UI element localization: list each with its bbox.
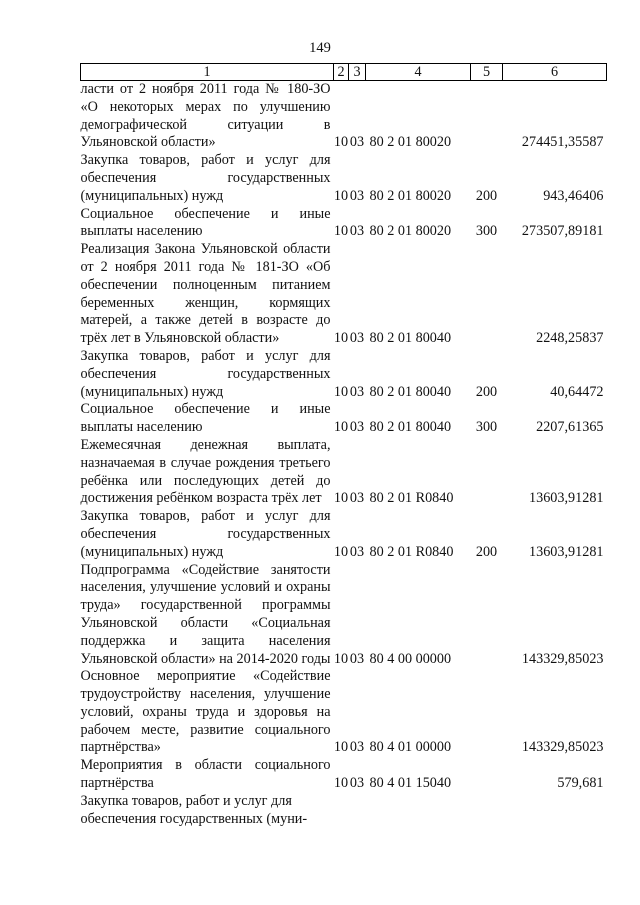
- row-subsection: 03: [349, 134, 365, 151]
- table-row: [81, 348, 607, 401]
- header-col-3: 3: [349, 64, 366, 81]
- row-expense-type: [471, 793, 503, 829]
- row-expense-type: [471, 241, 503, 348]
- table-row: [81, 241, 607, 348]
- header-col-2: 2: [334, 64, 349, 81]
- row-name: Закупка товаров, работ и услуг для обеспечения государственных (муни-: [80, 792, 308, 827]
- row-target-code: 80 2 01 80020: [369, 223, 452, 240]
- row-subsection: 03: [349, 739, 365, 756]
- row-target-code: 80 2 01 80020: [369, 134, 452, 151]
- table-row: [81, 401, 607, 437]
- row-expense-type: 200: [475, 187, 498, 204]
- row-name: Социальное обеспечение и иные выплаты населению: [80, 205, 331, 240]
- row-name: Основное мероприятие «Содействие трудоустройству населения, улучшение условий, охраны труда и здоровья на рабочем месте, развитие социального партнёрства»: [80, 668, 331, 756]
- row-target-code: 80 4 00 00000: [369, 650, 452, 667]
- row-amount: 143329,85023: [521, 650, 604, 667]
- row-target-code: 80 2 01 80020: [369, 187, 452, 204]
- row-name: Подпрограмма «Содействие занятости населения, улучшение условий и охраны труда» государственной программы Ульяновской области «Социальная поддержка и защита населения Ульяновской области» на 2014-2020 годы: [80, 561, 331, 667]
- row-subsection: 03: [349, 419, 365, 436]
- row-subsection: 03: [349, 223, 365, 240]
- row-section: 10: [333, 383, 349, 400]
- row-target-code: 80 2 01 R0840: [369, 490, 454, 507]
- table-row: [81, 152, 607, 205]
- table-row: [81, 668, 607, 757]
- row-target-code: 80 4 01 00000: [369, 739, 452, 756]
- row-amount: 2207,61365: [536, 419, 604, 436]
- row-name: ласти от 2 ноября 2011 года № 180-ЗО «О некоторых мерах по улучшению демографической ситуации в Ульяновской области»: [80, 81, 331, 151]
- row-section: 10: [333, 419, 349, 436]
- row-section: 10: [333, 490, 349, 507]
- table-row: [81, 206, 607, 242]
- row-amount: 2248,25837: [536, 330, 604, 347]
- row-name: Закупка товаров, работ и услуг для обеспечения государственных (муниципальных) нужд: [80, 152, 331, 204]
- page-number: 149: [309, 40, 331, 56]
- row-section: 10: [333, 739, 349, 756]
- row-section: [334, 793, 349, 829]
- row-target-code: 80 2 01 80040: [369, 383, 452, 400]
- row-amount: 943,46406: [543, 187, 604, 204]
- column-number-header: [81, 64, 607, 81]
- row-target-code: 80 2 01 80040: [369, 330, 452, 347]
- row-name: Закупка товаров, работ и услуг для обеспечения государственных (муниципальных) нужд: [80, 508, 331, 560]
- row-amount: 579,681: [557, 775, 604, 792]
- table-row: [81, 81, 607, 153]
- row-expense-type: 300: [475, 223, 498, 240]
- row-subsection: 03: [349, 775, 365, 792]
- row-expense-type: [471, 437, 503, 508]
- row-amount: 13603,91281: [529, 543, 604, 560]
- row-expense-type: [471, 81, 503, 153]
- table-row: [81, 508, 607, 561]
- row-section: 10: [333, 650, 349, 667]
- row-target-code: 80 2 01 80040: [369, 419, 452, 436]
- row-target-code: 80 4 01 15040: [369, 775, 452, 792]
- row-subsection: 03: [349, 330, 365, 347]
- row-subsection: [349, 793, 366, 829]
- header-col-1: 1: [81, 64, 334, 81]
- row-expense-type: [471, 668, 503, 757]
- row-expense-type: [471, 562, 503, 669]
- row-name: Социальное обеспечение и иные выплаты населению: [80, 401, 331, 436]
- table-row: [81, 757, 607, 793]
- row-amount: 40,64472: [550, 383, 604, 400]
- table-row: [81, 793, 607, 829]
- table-row: [81, 562, 607, 669]
- row-amount: 273507,89181: [521, 223, 604, 240]
- row-name: Реализация Закона Ульяновской области от 2 ноября 2011 года № 181-ЗО «Об обеспечении полноценным питанием беременных женщин, кормящих матерей, а также детей в возрасте до трёх лет в Ульяновской области»: [80, 241, 331, 347]
- row-section: 10: [333, 330, 349, 347]
- row-amount: 13603,91281: [529, 490, 604, 507]
- row-expense-type: 300: [475, 419, 498, 436]
- budget-table: [80, 63, 607, 828]
- header-col-6: 6: [503, 64, 607, 81]
- row-target-code: 80 2 01 R0840: [369, 543, 454, 560]
- row-subsection: 03: [349, 187, 365, 204]
- row-name: Мероприятия в области социального партнёрства: [80, 757, 331, 792]
- header-col-4: 4: [366, 64, 471, 81]
- row-target-code: [366, 793, 471, 829]
- row-name: Ежемесячная денежная выплата, назначаемая в случае рождения третьего ребёнка или последующих детей до достижения ребёнком возраста трёх лет: [80, 436, 331, 507]
- row-subsection: 03: [349, 383, 365, 400]
- header-col-5: 5: [471, 64, 503, 81]
- table-row: [81, 437, 607, 508]
- row-section: 10: [333, 775, 349, 792]
- row-amount: [503, 793, 607, 829]
- row-name: Закупка товаров, работ и услуг для обеспечения государственных (муниципальных) нужд: [80, 347, 331, 400]
- row-section: 10: [333, 223, 349, 240]
- row-section: 10: [333, 187, 349, 204]
- row-amount: 274451,35587: [521, 134, 604, 151]
- row-expense-type: 200: [475, 543, 498, 560]
- row-subsection: 03: [349, 650, 365, 667]
- row-section: 10: [333, 134, 349, 151]
- row-subsection: 03: [349, 543, 365, 560]
- row-expense-type: 200: [475, 383, 498, 400]
- row-amount: 143329,85023: [521, 739, 604, 756]
- row-section: 10: [333, 543, 349, 560]
- row-subsection: 03: [349, 490, 365, 507]
- row-expense-type: [471, 757, 503, 793]
